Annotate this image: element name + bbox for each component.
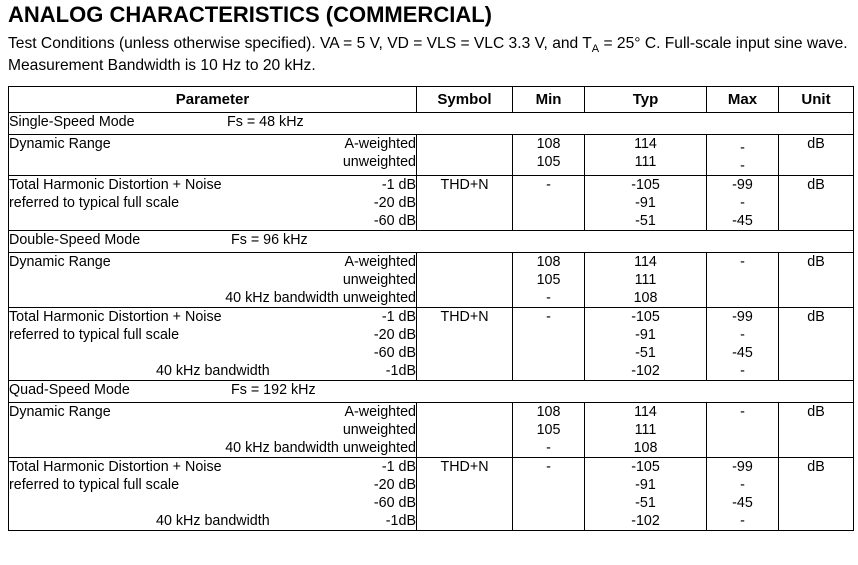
page-title: ANALOG CHARACTERISTICS (COMMERCIAL) bbox=[8, 2, 492, 27]
cond-label: -20 dB bbox=[373, 477, 416, 493]
conditions-text-2: = 25° C. Full-scale input sine wave. Measurement Bandwidth is 10 Hz to 20 kHz. bbox=[8, 35, 848, 74]
cond-label: -20 dB bbox=[373, 195, 416, 211]
conditions-text-1: Test Conditions (unless otherwise specified). VA = 5 V, VD = VLS = VLC 3.3 V, and T bbox=[8, 35, 592, 52]
param-cell bbox=[9, 308, 417, 381]
analog-characteristics-table bbox=[8, 86, 854, 531]
cond-label: -60 dB bbox=[373, 495, 416, 511]
bandwidth-value: -1dB bbox=[385, 363, 416, 379]
param-name: Total Harmonic Distortion + Noise bbox=[9, 309, 222, 325]
typ-value: -91 bbox=[635, 477, 656, 493]
header-unit: Unit bbox=[779, 87, 854, 113]
typ-value: -91 bbox=[635, 195, 656, 211]
min-value: 108 bbox=[536, 254, 561, 270]
header-min: Min bbox=[513, 87, 585, 113]
typ-cell bbox=[585, 253, 707, 308]
max-value: -45 bbox=[732, 345, 753, 361]
typ-cell bbox=[585, 308, 707, 381]
mode-label bbox=[9, 231, 854, 253]
table-row-thd-n bbox=[9, 308, 854, 381]
cond-label: unweighted bbox=[342, 272, 416, 288]
cond-label: A-weighted bbox=[344, 254, 416, 270]
param-subname: referred to typical full scale bbox=[9, 195, 180, 211]
header-parameter: Parameter bbox=[9, 87, 417, 113]
unit-cell: dB bbox=[779, 308, 854, 381]
min-cell: - bbox=[513, 308, 585, 381]
param-cell bbox=[9, 135, 417, 176]
max-value: -99 bbox=[732, 177, 753, 193]
max-value: - bbox=[740, 363, 745, 379]
min-cell bbox=[513, 403, 585, 458]
typ-value: 114 bbox=[634, 404, 657, 420]
typ-value: -51 bbox=[635, 213, 656, 229]
typ-value: -105 bbox=[631, 459, 660, 475]
min-cell bbox=[513, 135, 585, 176]
table-header-row bbox=[9, 87, 854, 113]
bandwidth-value: -1dB bbox=[385, 513, 416, 529]
param-cell bbox=[9, 403, 417, 458]
min-value: 105 bbox=[536, 422, 561, 438]
bandwidth-label: 40 kHz bandwidth bbox=[156, 363, 270, 379]
max-cell bbox=[707, 308, 779, 381]
cond-label: -1 dB bbox=[381, 177, 416, 193]
unit-cell: dB bbox=[779, 403, 854, 458]
cond-label: -60 dB bbox=[373, 345, 416, 361]
min-value: 105 bbox=[536, 272, 561, 288]
mode-name: Quad-Speed Mode bbox=[9, 382, 130, 398]
min-value: 108 bbox=[536, 136, 561, 152]
unit-cell: dB bbox=[779, 135, 854, 176]
param-cell bbox=[9, 176, 417, 231]
typ-value: -105 bbox=[631, 177, 660, 193]
min-value: - bbox=[546, 440, 551, 456]
max-value: - bbox=[740, 477, 745, 493]
max-cell: - bbox=[707, 403, 779, 458]
param-cell bbox=[9, 458, 417, 531]
sample-rate: Fs = 96 kHz bbox=[231, 232, 308, 248]
typ-value: 111 bbox=[634, 272, 657, 288]
max-value: - bbox=[740, 140, 745, 156]
mode-name: Double-Speed Mode bbox=[9, 232, 141, 248]
header-typ: Typ bbox=[585, 87, 707, 113]
typ-value: 114 bbox=[634, 254, 657, 270]
min-value: 105 bbox=[536, 154, 561, 170]
conditions-subscript: A bbox=[591, 43, 600, 55]
typ-value: 108 bbox=[633, 440, 658, 456]
max-value: -99 bbox=[732, 309, 753, 325]
typ-value: 111 bbox=[634, 154, 657, 170]
header-max: Max bbox=[707, 87, 779, 113]
unit-cell: dB bbox=[779, 176, 854, 231]
bandwidth-label: 40 kHz bandwidth bbox=[156, 513, 270, 529]
cond-label: -1 dB bbox=[381, 459, 416, 475]
typ-value: 111 bbox=[634, 422, 657, 438]
table-row-thd-n bbox=[9, 176, 854, 231]
max-cell bbox=[707, 458, 779, 531]
typ-value: -102 bbox=[631, 513, 660, 529]
symbol-cell: THD+N bbox=[417, 176, 513, 231]
symbol-cell bbox=[417, 403, 513, 458]
symbol-cell bbox=[417, 253, 513, 308]
sample-rate: Fs = 192 kHz bbox=[231, 382, 316, 398]
table-row-dynamic-range bbox=[9, 253, 854, 308]
cond-label: -60 dB bbox=[373, 213, 416, 229]
min-cell: - bbox=[513, 458, 585, 531]
typ-value: 114 bbox=[634, 136, 657, 152]
mode-label bbox=[9, 381, 854, 403]
max-value: -45 bbox=[732, 495, 753, 511]
symbol-cell: THD+N bbox=[417, 308, 513, 381]
max-value: - bbox=[740, 327, 745, 343]
sample-rate: Fs = 48 kHz bbox=[227, 114, 304, 130]
typ-value: 108 bbox=[633, 290, 658, 306]
max-cell: - bbox=[707, 253, 779, 308]
typ-cell bbox=[585, 176, 707, 231]
mode-label bbox=[9, 113, 854, 135]
max-cell bbox=[707, 135, 779, 176]
max-cell bbox=[707, 176, 779, 231]
max-value: -99 bbox=[732, 459, 753, 475]
param-cell bbox=[9, 253, 417, 308]
table-row-thd-n bbox=[9, 458, 854, 531]
typ-cell bbox=[585, 135, 707, 176]
param-name: Total Harmonic Distortion + Noise bbox=[9, 177, 222, 193]
header-symbol: Symbol bbox=[417, 87, 513, 113]
typ-cell bbox=[585, 458, 707, 531]
symbol-cell bbox=[417, 135, 513, 176]
max-value: - bbox=[740, 513, 745, 529]
table-row-dynamic-range bbox=[9, 403, 854, 458]
unit-cell: dB bbox=[779, 458, 854, 531]
param-name: Dynamic Range bbox=[9, 136, 111, 152]
test-conditions bbox=[8, 33, 853, 77]
param-subname: referred to typical full scale bbox=[9, 327, 180, 343]
mode-row-quad-speed bbox=[9, 381, 854, 403]
cond-label: unweighted bbox=[342, 422, 416, 438]
typ-value: -51 bbox=[635, 495, 656, 511]
mode-name: Single-Speed Mode bbox=[9, 114, 135, 130]
typ-value: -51 bbox=[635, 345, 656, 361]
table-row-dynamic-range bbox=[9, 135, 854, 176]
cond-label: 40 kHz bandwidth unweighted bbox=[225, 290, 416, 306]
param-subname: referred to typical full scale bbox=[9, 477, 180, 493]
cond-label: 40 kHz bandwidth unweighted bbox=[225, 440, 416, 456]
param-name: Total Harmonic Distortion + Noise bbox=[9, 459, 222, 475]
cond-label: A-weighted bbox=[344, 136, 416, 152]
typ-cell bbox=[585, 403, 707, 458]
max-value: - bbox=[740, 195, 745, 211]
max-value: - bbox=[740, 158, 745, 174]
cond-label: A-weighted bbox=[344, 404, 416, 420]
min-value: 108 bbox=[536, 404, 561, 420]
typ-value: -102 bbox=[631, 363, 660, 379]
cond-label: -20 dB bbox=[373, 327, 416, 343]
mode-row-single-speed bbox=[9, 113, 854, 135]
unit-cell: dB bbox=[779, 253, 854, 308]
min-cell bbox=[513, 253, 585, 308]
max-value: -45 bbox=[732, 213, 753, 229]
param-name: Dynamic Range bbox=[9, 254, 111, 270]
typ-value: -105 bbox=[631, 309, 660, 325]
mode-row-double-speed bbox=[9, 231, 854, 253]
typ-value: -91 bbox=[635, 327, 656, 343]
min-cell: - bbox=[513, 176, 585, 231]
cond-label: unweighted bbox=[342, 154, 416, 170]
min-value: - bbox=[546, 290, 551, 306]
cond-label: -1 dB bbox=[381, 309, 416, 325]
param-name: Dynamic Range bbox=[9, 404, 111, 420]
symbol-cell: THD+N bbox=[417, 458, 513, 531]
